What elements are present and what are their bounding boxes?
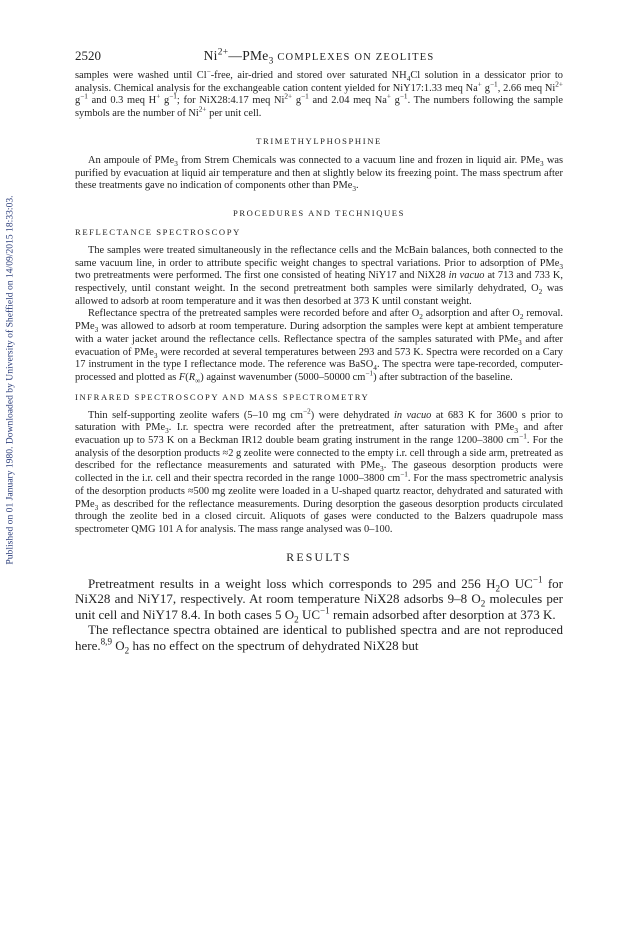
results-paragraph-2: The reflectance spectra obtained are identical to published spectra and are not reproduced here.$^{8,9}$ $O_2$ has no effect on the spectrum of dehydrated NiX28 but [75, 622, 563, 656]
results-paragraph-1: Pretreatment results in a weight loss which corresponds to 295 and 256 $H_2O$ $UC^{-1}$ for NiX28 and NiY17, respectively. At room temperature NiX28 adsorbs 9–8 $O_2$ molecules per unit cell and NiY17 8.4. In both cases 5 $O_2$ $UC^{-1}$ remain adsorbed after desorption at 373 K. [75, 574, 563, 625]
intro-paragraph: samples were washed until Cl−-free, air-dried and stored over saturated $NH_4Cl$ solution in a dessicator prior to analysis. Chemical analysis for the exchangeable cation content yielded for NiY17:1.33 meq Na+ $g^{-1}$, 2.66 meq $Ni^{2+}$ $g^{-1}$ and 0.3 meq H+ $g^{-1}$; for NiX28:4.17 meq $Ni^{2+}$ $g^{-1}$ and 2.04 meq Na+ $g^{-1}$. The numbers following the sample symbols are the number of $Ni^{2+}$ per unit cell. [75, 67, 563, 120]
reflectance-paragraph-1: The samples were treated simultaneously in the reflectance cells and the McBain balances, both connected to the same vacuum line, in order to attribute specific weight changes to spectral variations. Prior to adsorption of PMe$_3$ two pretreatments were performed. The first one consisted of heating NiY17 and NiX28 in vacuo at 713 and 733 K, respectively, until constant weight. In the second pretreatment both samples were similarly dehydrated, $O_2$ was allowed to adsorb at room temperature and it was then desorbed at 373 K until constant weight. [75, 244, 563, 307]
page-header [75, 48, 563, 70]
page-body [75, 48, 563, 654]
subsection-heading-infrared: INFRARED SPECTROSCOPY AND MASS SPECTROMETRY [75, 391, 370, 402]
download-notice-text: Published on 01 January 1980. Downloaded by University of Sheffield on 14/09/2015 18:33:03. [4, 195, 16, 565]
running-title: $Ni^{2+}—PMe_3$ COMPLEXES ON ZEOLITES [203, 47, 435, 67]
subsection-heading-reflectance: REFLECTANCE SPECTROSCOPY [75, 226, 241, 237]
trimethylphosphine-paragraph: An ampoule of PMe$_3$ from Strem Chemicals was connected to a vacuum line and frozen in liquid air. PMe$_3$ was purified by evacuation at liquid air temperature and then at slightly below its freezing point. The mass spectrum after these treatments gave no indication of components other than PMe$_3$. [75, 154, 563, 194]
section-heading-trimethylphosphine: TRIMETHYLPHOSPHINE [256, 135, 382, 146]
download-notice [4, 150, 16, 610]
reflectance-paragraph-2: Reflectance spectra of the pretreated samples were recorded before and after $O_2$ adsorption and after $O_2$ removal. PMe$_3$ was allowed to adsorb at room temperature. During adsorption the samples were kept at ambient temperature with a water jacket around the reflectance cells. Reflectance spectra of the samples saturated with PMe$_3$ and after evacuation of PMe$_3$ were recorded at several temperatures between 293 and 573 K. Spectra were recorded on a Cary 17 instrument in the type I reflectance mode. The reference was BaSO$_4$. The spectra were tape-recorded, computer-processed and plotted as $F(R_\infty)$ against wavenumber (5000–50000 $cm^{-1}$) after subtraction of the baseline. [75, 308, 564, 386]
section-heading-procedures: PROCEDURES AND TECHNIQUES [232, 207, 406, 218]
section-heading-results: RESULTS [286, 549, 352, 564]
page-number: 2520 [75, 48, 101, 63]
infrared-paragraph: Thin self-supporting zeolite wafers (5–10 mg $cm^{-2}$) were dehydrated in vacuo at 683 K for 3600 s prior to saturation with PMe$_3$. I.r. spectra were recorded after the pretreatment, after saturation with PMe$_3$ and after evacuation up to 573 K on a Beckman IR12 double beam grating instrument in the range 1200–3800 $cm^{-1}$. For the analysis of the desorption products ≈2 g zeolite were connected to the empty i.r. cell through a side arm, pretreated as described for the reflectance measurements and saturated with PMe$_3$. The gaseous desorption products were collected in the i.r. cell and their spectra recorded in the range 1000–3800 $cm^{-1}$. For the mass spectrometric analysis of the desorption products ≈500 mg zeolite were loaded in a U-shaped quartz reactor, dehydrated and saturated with PMe$_3$ as described for the reflectance measurements. During desorption the gaseous desorption products circulated through the zeolite bed in a closed circuit. Aliquots of gases were conducted to the Balzers quadrupole mass spectrometer QMG 101 A for analysis. The mass range analysed was 0–100. [75, 407, 563, 535]
